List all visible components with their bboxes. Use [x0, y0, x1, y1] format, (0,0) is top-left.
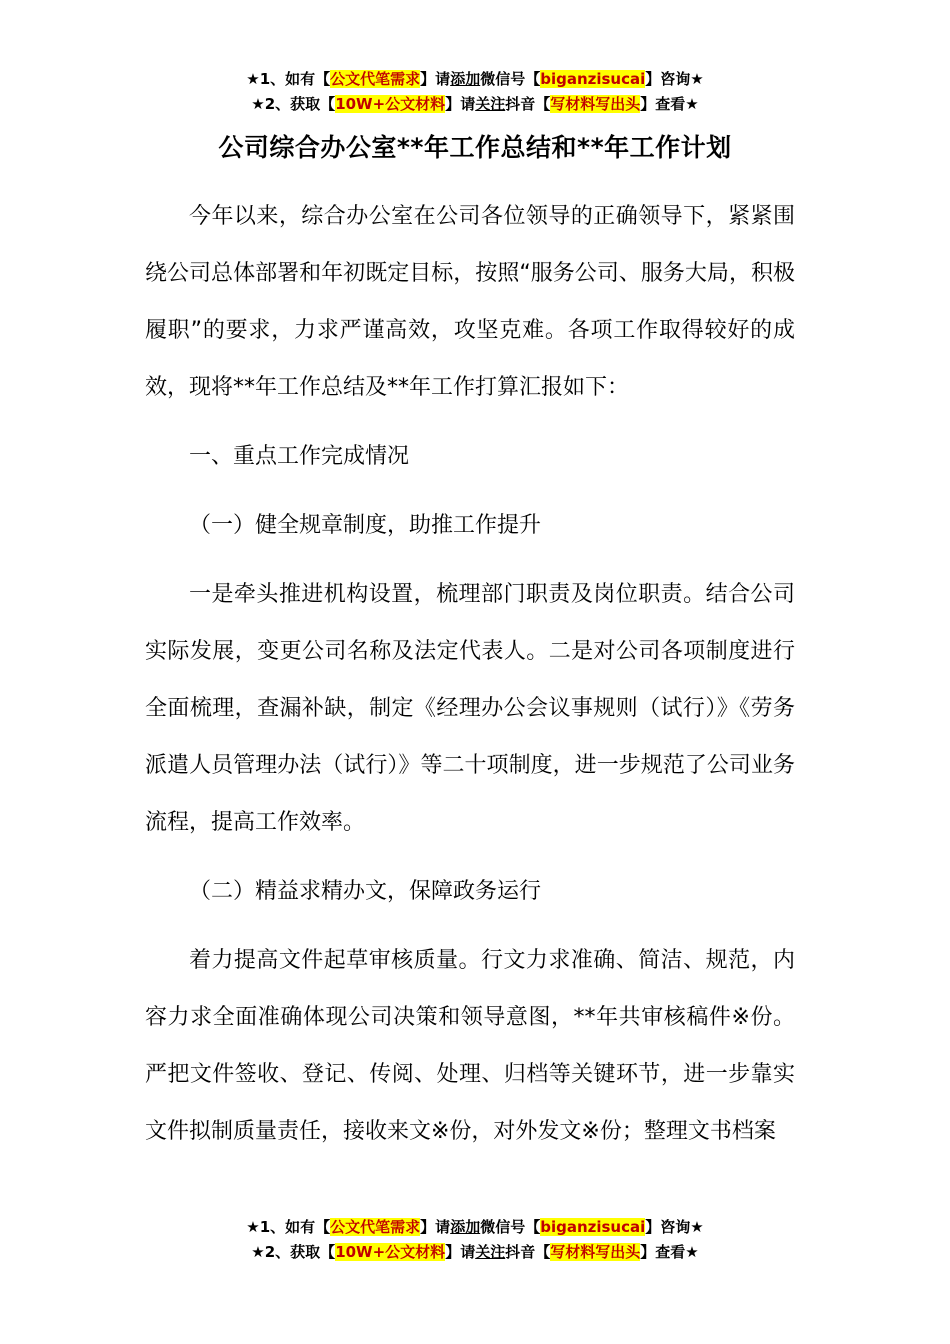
- body-paragraph-1: 一是牵头推进机构设置，梳理部门职责及岗位职责。结合公司实际发展，变更公司名称及法定代表人。二是对公司各项制度进行全面梳理，查漏补缺，制定《经理办公会议事规则（试行）》《劳务派遣人员管理办法（试行）》等二十项制度，进一步规范了公司业务流程，提高工作效率。: [145, 582, 795, 835]
- highlight-materials: 10W+公文材料: [335, 1243, 446, 1261]
- highlight-writing-service: 公文代笔需求: [330, 70, 421, 88]
- highlight-writing-service: 公文代笔需求: [330, 1218, 421, 1236]
- subsection-heading-2: （二）精益求精办文，保障政务运行: [189, 879, 542, 904]
- highlight-douyin-account: 写材料写出头: [550, 1243, 641, 1261]
- promo-footer: [0, 1215, 950, 1265]
- document-title: 公司综合办公室**年工作总结和**年工作计划: [218, 133, 732, 162]
- subsection-heading-1: （一）健全规章制度，助推工作提升: [189, 513, 542, 538]
- document-body: [145, 188, 795, 1160]
- promo-line-1: ★1、如有【公文代笔需求】请添加微信号【biganzisucai】咨询★: [246, 70, 704, 88]
- promo-header: [0, 67, 950, 117]
- promo-line-1: ★1、如有【公文代笔需求】请添加微信号【biganzisucai】咨询★: [246, 1218, 704, 1236]
- highlight-materials: 10W+公文材料: [335, 95, 446, 113]
- promo-line-2: ★2、获取【10W+公文材料】请关注抖音【写材料写出头】查看★: [251, 1243, 699, 1261]
- body-paragraph-2: 着力提高文件起草审核质量。行文力求准确、简洁、规范，内容力求全面准确体现公司决策和领导意图，**年共审核稿件※份。严把文件签收、登记、传阅、处理、归档等关键环节，进一步靠实文件拟制质量责任，接收来文※份，对外发文※份；整理文书档案: [145, 948, 795, 1144]
- highlight-wechat-id: biganzisucai: [540, 70, 646, 88]
- promo-line-2: ★2、获取【10W+公文材料】请关注抖音【写材料写出头】查看★: [251, 95, 699, 113]
- intro-paragraph: 今年以来，综合办公室在公司各位领导的正确领导下，紧紧围绕公司总体部署和年初既定目标，按照“服务公司、服务大局，积极履职”的要求，力求严谨高效，攻坚克难。各项工作取得较好的成效，现将**年工作总结及**年工作打算汇报如下：: [145, 204, 795, 400]
- section-heading-1: 一、重点工作完成情况: [189, 444, 410, 469]
- highlight-douyin-account: 写材料写出头: [550, 95, 641, 113]
- highlight-wechat-id: biganzisucai: [540, 1218, 646, 1236]
